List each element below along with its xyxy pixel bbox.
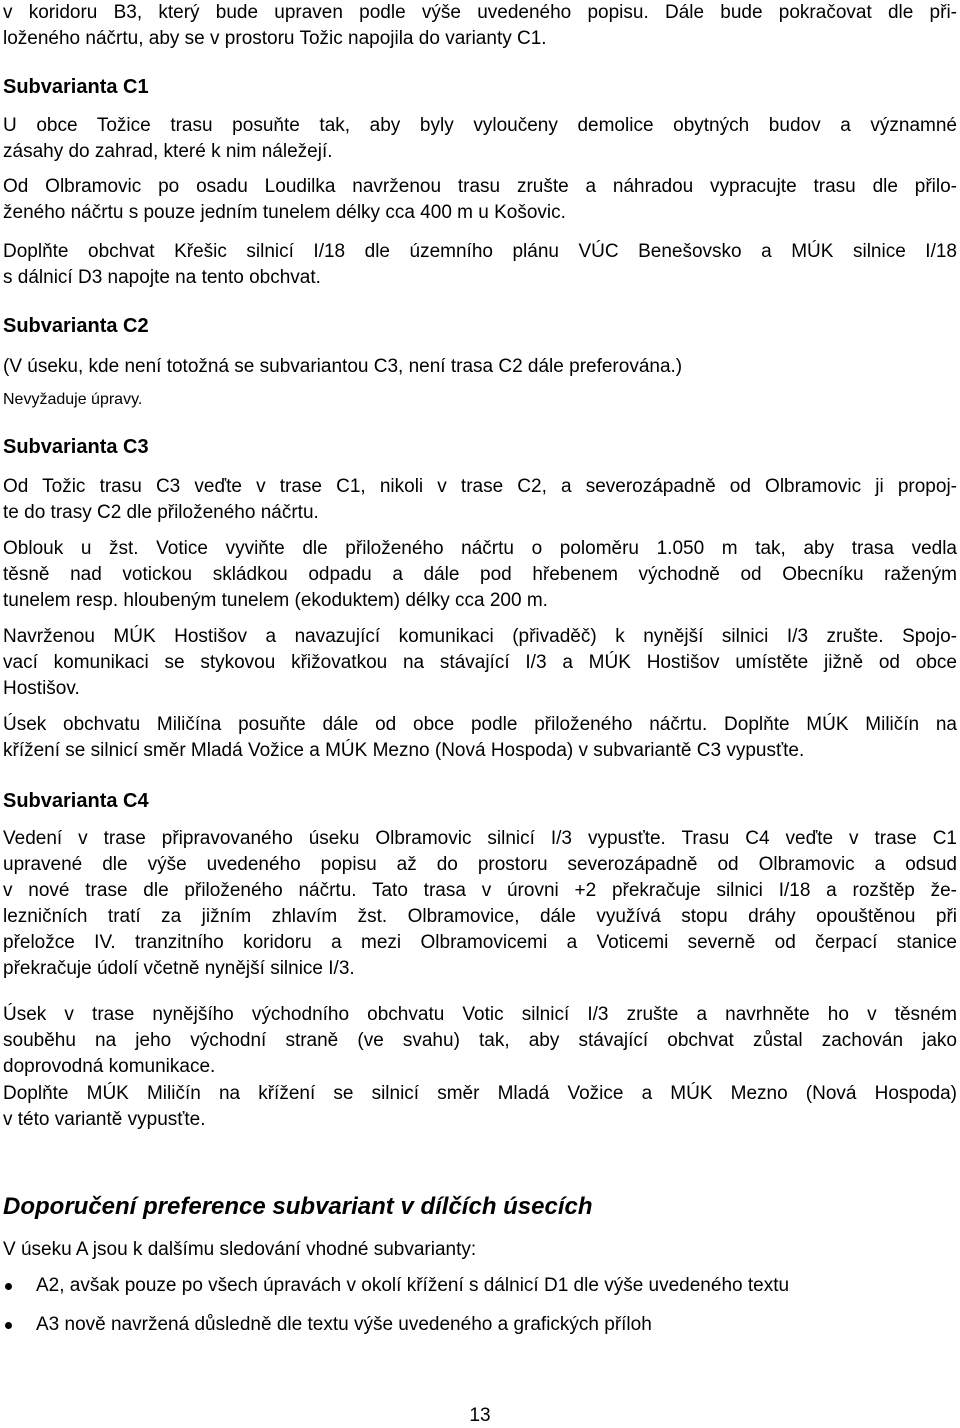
paragraph-c3-1 [3, 474, 957, 526]
paragraph-c1-3 [3, 239, 957, 291]
text-line: v koridoru B3, který bude upraven podle výše uvedeného popisu. Dále bude pokračovat dle při- [3, 2, 957, 23]
text-line: Vedení v trase připravovaného úseku Olbramovic silnicí I/3 vypusťte. Trasu C4 veďte v trase C1 [3, 828, 957, 849]
paragraph-c1-2 [3, 174, 957, 226]
paragraph-c3-2 [3, 536, 957, 614]
paragraph-c4-3 [3, 1081, 957, 1133]
paragraph-intro [3, 0, 957, 52]
bullet-icon [5, 1322, 12, 1329]
text-line: Úsek obchvatu Miličína posuňte dále od obce podle přiloženého náčrtu. Doplňte MÚK Miličín na [3, 714, 957, 735]
bullet-icon [5, 1283, 12, 1290]
text-line: těsně nad votickou skládkou odpadu a dále pod hřebenem východně od Obecníku raženým [3, 564, 957, 585]
text-line: vací komunikaci se stykovou křižovatkou na stávající I/3 a MÚK Hostišov umístěte jižně od obce [3, 652, 957, 673]
paragraph-c4-1 [3, 826, 957, 982]
list-item-text: A3 nově navržená důsledně dle textu výše uvedeného a grafických příloh [36, 1314, 652, 1335]
text-line: tunelem resp. hloubeným tunelem (ekoduktem) délky cca 200 m. [3, 590, 548, 611]
recommendations-intro: V úseku A jsou k dalšímu sledování vhodné subvarianty: [3, 1239, 477, 1260]
text-line: Doplňte obchvat Křešic silnicí I/18 dle územního plánu VÚC Benešovsko a MÚK silnice I/18 [3, 241, 957, 262]
text-line: Úsek v trase nynějšího východního obchvatu Votic silnicí I/3 zrušte a navrhněte ho v těsném [3, 1004, 957, 1025]
paragraph-c3-3 [3, 624, 957, 702]
heading-subvarianta-c2: Subvarianta C2 [3, 315, 149, 337]
heading-subvarianta-c1: Subvarianta C1 [3, 76, 149, 98]
text-line: loženého náčrtu, aby se v prostoru Tožic napojila do varianty C1. [3, 28, 547, 49]
text-line: s dálnicí D3 napojte na tento obchvat. [3, 267, 321, 288]
text-line: Od Olbramovic po osadu Loudilka navrženou trasu zrušte a náhradou vypracujte trasu dle přilo- [3, 176, 957, 197]
text-line: te do trasy C2 dle přiloženého náčrtu. [3, 502, 319, 523]
text-line: Navrženou MÚK Hostišov a navazující komunikaci (přivaděč) k nynější silnici I/3 zrušte. Spojo- [3, 626, 957, 647]
paragraph-c3-4 [3, 712, 957, 764]
text-line: překračuje údolí včetně nynější silnice I/3. [3, 958, 355, 979]
paragraph-c4-2 [3, 1002, 957, 1080]
text-line: Oblouk u žst. Votice vyviňte dle přiloženého náčrtu o poloměru 1.050 m tak, aby trasa vedla [3, 538, 957, 559]
text-line: Doplňte MÚK Miličín na křížení se silnicí směr Mladá Vožice a MÚK Mezno (Nová Hospoda) [3, 1083, 957, 1104]
list-item [3, 1273, 957, 1299]
text-line: zásahy do zahrad, které k nim náležejí. [3, 141, 333, 162]
text-line: Hostišov. [3, 678, 80, 699]
text-line: v této variantě vypusťte. [3, 1109, 206, 1130]
text-line: ženého náčrtu s pouze jedním tunelem délky cca 400 m u Košovic. [3, 202, 566, 223]
text-line: souběhu na jeho východní straně (ve svahu) tak, aby stávající obchvat zůstal zachován jako [3, 1030, 957, 1051]
paragraph-c2-1: (V úseku, kde není totožná se subvariantou C3, není trasa C2 dále preferována.) [3, 356, 683, 377]
text-line: U obce Tožice trasu posuňte tak, aby byly vyloučeny demolice obytných budov a významné [3, 115, 957, 136]
text-line: přeložce IV. tranzitního koridoru a mezi Olbramovicemi a Voticemi severně od čerpací stanice [3, 932, 957, 953]
text-line: v nové trase dle přiloženého náčrtu. Tato trasa v úrovni +2 překračuje silnici I/18 a rozštěp že- [3, 880, 957, 901]
heading-subvarianta-c4: Subvarianta C4 [3, 790, 149, 812]
text-line: doprovodná komunikace. [3, 1056, 216, 1077]
text-line: křížení se silnicí směr Mladá Vožice a MÚK Mezno (Nová Hospoda) v subvariantě C3 vypusťte. [3, 740, 805, 761]
text-line: Od Tožic trasu C3 veďte v trase C1, nikoli v trase C2, a severozápadně od Olbramovic ji propoj- [3, 476, 957, 497]
paragraph-c2-2: Nevyžaduje úpravy. [3, 391, 143, 408]
recommendations-list [3, 1273, 957, 1338]
list-item-text: A2, avšak pouze po všech úpravách v okolí křížení s dálnicí D1 dle výše uvedeného textu [36, 1275, 790, 1296]
page-number: 13 [469, 1405, 491, 1426]
heading-subvarianta-c3: Subvarianta C3 [3, 436, 149, 458]
text-line: upravené dle výše uvedeného popisu až do prostoru severozápadně od Olbramovic a odsud [3, 854, 957, 875]
text-line: lezničních tratí za jižním zhlavím žst. Olbramovice, dále využívá stopu dráhy opouštěnou při [3, 906, 957, 927]
list-item [3, 1312, 957, 1338]
paragraph-c1-1 [3, 113, 957, 165]
section-title-recommendations: Doporučení preference subvariant v dílčích úsecích [3, 1193, 593, 1220]
